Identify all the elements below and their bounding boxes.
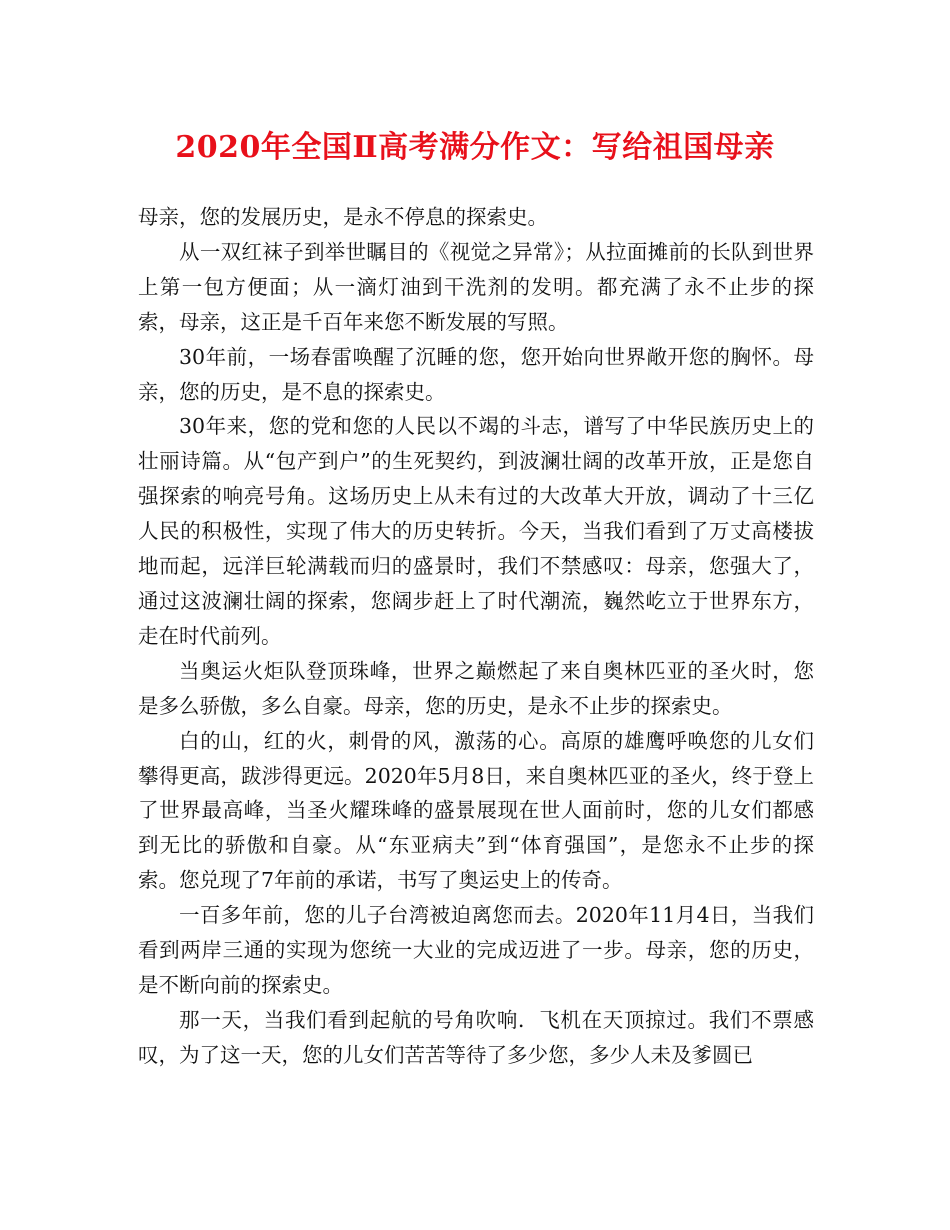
paragraph-2: 从一双红袜子到举世瞩目的《视觉之异常》；从拉面摊前的长队到世界上第一包方便面；从一滴灯油到干洗剂的发明。都充满了永不止步的探索，母亲，这正是千百年来您不断发展的写照。 (138, 239, 814, 334)
paragraph-7: 一百多年前，您的儿子台湾被迫离您而去。2020年11月4日，当我们看到两岸三通的实现为您统一大业的完成迈进了一步。母亲，您的历史，是不断向前的探索史。 (138, 903, 814, 997)
paragraph-6: 白的山，红的火，刺骨的风，激荡的心。高原的雄鹰呼唤您的儿女们攀得更高，跋涉得更远。2020年5月8日，来自奥林匹亚的圣火，终于登上了世界最高峰，当圣火耀珠峰的盛景展现在世人面前时，您的儿女们都感到无比的骄傲和自豪。从“东亚病夫”到“体育强国”，是您永不止步的探索。您兑现了7年前的承诺，书写了奥运史上的传奇。 (138, 728, 814, 893)
paragraph-4: 30年来，您的党和您的人民以不竭的斗志，谱写了中华民族历史上的壮丽诗篇。从“包产到户”的生死契约，到波澜壮阔的改革开放，正是您自强探索的响亮号角。这场历史上从未有过的大改革大开放，调动了十三亿人民的积极性，实现了伟大的历史转折。今天，当我们看到了万丈高楼拔地而起，远洋巨轮满载而归的盛景时，我们不禁感叹：母亲，您强大了，通过这波澜壮阔的探索，您阔步赶上了时代潮流，巍然屹立于世界东方，走在时代前列。 (138, 414, 814, 648)
paragraph-3: 30年前，一场春雷唤醒了沉睡的您，您开始向世界敞开您的胸怀。母亲，您的历史，是不息的探索史。 (138, 344, 814, 404)
paragraph-8: 那一天，当我们看到起航的号角吹响．飞机在天顶掠过。我们不票感叹，为了这一天，您的儿女们苦苦等待了多少您，多少人未及爹圆已 (138, 1007, 814, 1067)
paragraph-5: 当奥运火炬队登顶珠峰，世界之巅燃起了来自奥林匹亚的圣火时，您是多么骄傲，多么自豪。母亲，您的历史，是永不止步的探索史。 (138, 658, 814, 718)
paragraph-1: 母亲，您的发展历史，是永不停息的探索史。 (138, 205, 548, 229)
document-title: 2020年全国Ⅱ高考满分作文：写给祖国母亲 (175, 130, 775, 165)
document-body (138, 200, 814, 1073)
